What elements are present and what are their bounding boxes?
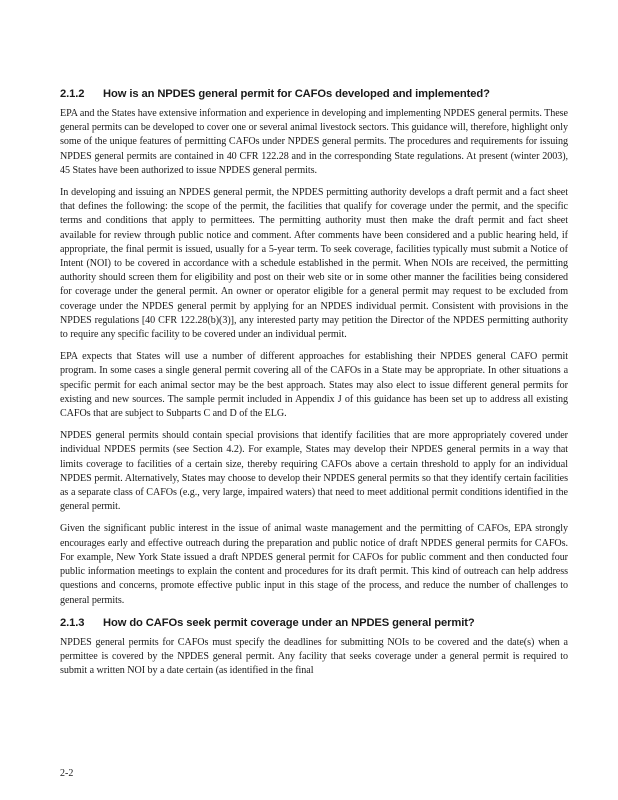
paragraph: EPA and the States have extensive information and experience in developing and implementing NPDES general permits. These general permits can be developed to cover one or several animal livestock sectors. This guidance will, therefore, highlight only some of the unique features of permitting CAFOs under NPDES general permits. The procedures and requirements for issuing NPDES general permits are contained in 40 CFR 122.28 and in the corresponding State regulations. At present (winter 2003), 45 States have been authorized to issue NPDES general permits. bbox=[60, 108, 568, 176]
document-page bbox=[60, 88, 568, 686]
paragraph: EPA expects that States will use a number of different approaches for establishing their NPDES general CAFO permit program. In some cases a single general permit covering all of the CAFOs in a State may be appropriate. In other situations a specific permit for each animal sector may be the best approach. States may also elect to issue different general permits for existing and new sources. The sample permit included in Appendix J of this guidance has been set up to address all existing CAFOs that are subject to Subparts C and D of the ELG. bbox=[60, 351, 568, 420]
section-title: How do CAFOs seek permit coverage under an NPDES general permit? bbox=[103, 616, 475, 629]
paragraph: In developing and issuing an NPDES general permit, the NPDES permitting authority develops a draft permit and a fact sheet that defines the following: the scope of the permit, the facilities that qualify for coverage under the permit, and the specific terms and conditions that apply to permittees. The permitting authority must then make the draft permit and fact sheet available for review through public notice and comment. After comments have been considered and a public hearing held, if appropriate, the final permit is issued, usually for a 5-year term. To seek coverage, facilities typically must submit a Notice of Intent (NOI) to be covered in accordance with a schedule established in the permit. When NOIs are received, the permitting authority should screen them for eligibility and post on their web site or in some other manner the facilities being considered for coverage under the general permit. An owner or operator eligible for a general permit may request to be excluded from coverage under the NPDES general permit by applying for an NPDES individual permit. Consistent with provisions in the NPDES regulations [40 CFR 122.28(b)(3)], any interested party may petition the Director of the NPDES permitting authority to require any specific facility to be covered under an individual permit. bbox=[60, 187, 568, 341]
paragraph: NPDES general permits should contain special provisions that identify facilities that are more appropriately covered under individual NPDES permits (see Section 4.2). For example, States may develop their NPDES general permits in a way that limits coverage to facilities of a certain size, thereby requiring CAFOs above a certain threshold to apply for an individual NPDES permit. Alternatively, States may choose to develop their NPDES general permits so that they identify certain facilities as a separate class of CAFOs (e.g., very large, impaired waters) that need to meet additional permit conditions identified in the general permit. bbox=[60, 430, 568, 513]
paragraph: Given the significant public interest in the issue of animal waste management and the permitting of CAFOs, EPA strongly encourages early and effective outreach during the preparation and public notice of draft NPDES general permits for CAFOs. For example, New York State issued a draft NPDES general permit for CAFOs for public comment and then conducted four public information meetings to explain the content and procedures for its draft permit. This kind of outreach can help address questions and concerns, promote effective public input in this stage of the process, and reduce the number of challenges to general permits. bbox=[60, 523, 568, 606]
section-title: How is an NPDES general permit for CAFOs developed and implemented? bbox=[103, 88, 490, 100]
section-heading-2-1-2 bbox=[60, 88, 568, 100]
paragraph: NPDES general permits for CAFOs must specify the deadlines for submitting NOIs to be covered and the date(s) when a permittee is covered by the NPDES general permit. Any facility that seeks coverage under a general permit is required to submit a written NOI by a date certain (as identified in the final bbox=[60, 636, 568, 677]
section-heading-2-1-3 bbox=[60, 617, 568, 629]
section-number: 2.1.3 bbox=[60, 616, 85, 629]
section-number: 2.1.2 bbox=[60, 88, 85, 100]
page-number: 2-2 bbox=[60, 768, 74, 779]
